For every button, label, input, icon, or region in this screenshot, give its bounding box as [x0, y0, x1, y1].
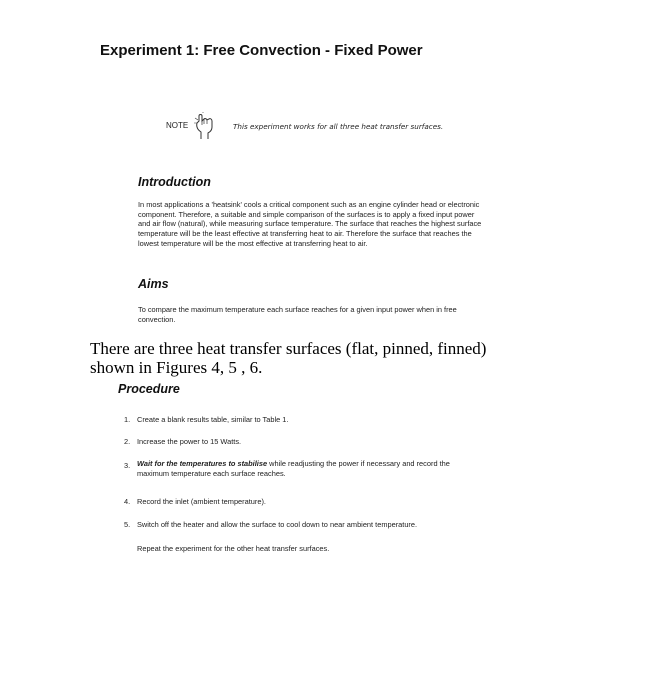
heat-surfaces-statement — [90, 339, 540, 377]
step-continuation: maximum temperature each surface reaches. — [137, 468, 286, 478]
pointing-hand-icon — [193, 112, 215, 140]
step-text: Switch off the heater and allow the surface to cool down to near ambient temperature. — [137, 520, 418, 529]
page-title: Experiment 1: Free Convection - Fixed Power — [100, 42, 423, 59]
statement-line: There are three heat transfer surfaces (flat, pinned, finned) — [90, 339, 487, 358]
procedure-heading: Procedure — [118, 382, 180, 396]
introduction-line: temperature will be the least effective at transferring heat to air. Therefore the surface that reaches the — [138, 229, 472, 239]
step-number: 3. — [124, 461, 131, 470]
step-text: Increase the power to 15 Watts. — [137, 437, 242, 446]
step-number: 4. — [124, 497, 131, 506]
step-text — [137, 459, 450, 478]
introduction-paragraph — [138, 200, 481, 249]
step-rest: while readjusting the power if necessary and record the — [267, 459, 450, 468]
introduction-line: and air flow (natural), while measuring surface temperature. The surface that reaches the highest surface — [138, 219, 482, 229]
step-number: 1. — [124, 415, 131, 424]
note-label: NOTE — [166, 121, 189, 130]
step-text: Record the inlet (ambient temperature). — [137, 497, 266, 506]
step-number: 2. — [124, 437, 131, 446]
step-number: 5. — [124, 520, 131, 529]
introduction-line: lowest temperature will be the most effective at transferring heat to air. — [138, 238, 368, 248]
introduction-line: In most applications a 'heatsink' cools a critical component such as an engine cylinder head or electronic — [138, 200, 480, 209]
statement-line: shown in Figures 4, 5 , 6. — [90, 358, 263, 377]
note-text: This experiment works for all three heat transfer surfaces. — [233, 122, 444, 131]
introduction-heading: Introduction — [138, 175, 211, 189]
step-text: Create a blank results table, similar to Table 1. — [137, 415, 289, 424]
aims-line: convection. — [138, 314, 176, 324]
repeat-instruction: Repeat the experiment for the other heat transfer surfaces. — [137, 544, 330, 553]
aims-paragraph — [138, 305, 457, 324]
aims-line: To compare the maximum temperature each surface reaches for a given input power when in free — [138, 305, 457, 314]
aims-heading: Aims — [138, 277, 169, 291]
step-emphasis: Wait for the temperatures to stabilise — [137, 459, 268, 468]
introduction-line: component. Therefore, a suitable and simple comparison of the surfaces is to apply a fixed input power — [138, 209, 475, 219]
